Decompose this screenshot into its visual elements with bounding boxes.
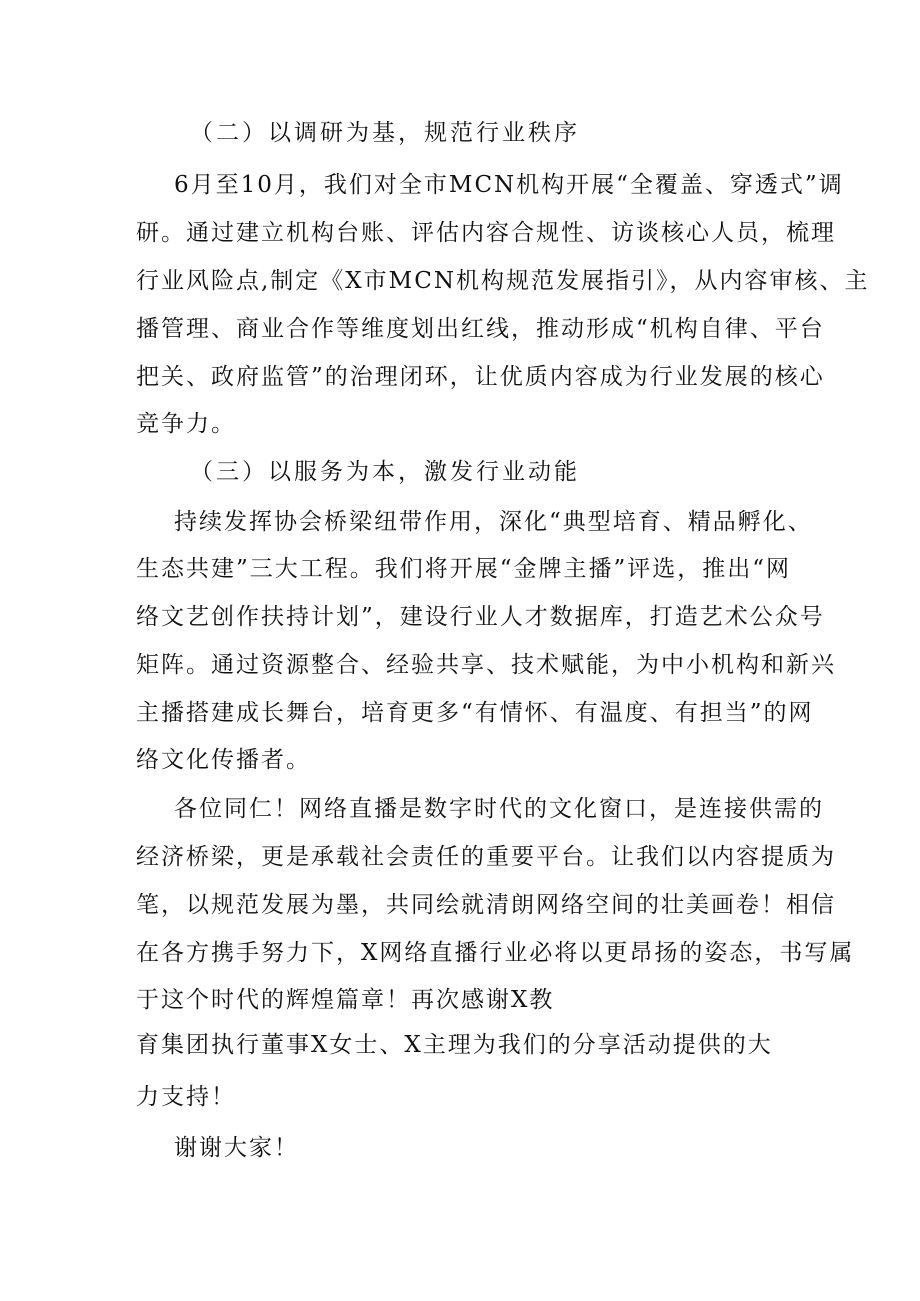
section-2-heading: （二）以调研为基，规范行业秩序 [190, 120, 580, 146]
paragraph-line: 主播搭建成长舞台，培育更多“有情怀、有温度、有担当”的网 [136, 700, 814, 726]
paragraph-line: 育集团执行董事X女士、X主理为我们的分享活动提供的大 [136, 1032, 773, 1058]
paragraph-line: 在各方携手努力下，X网络直播行业必将以更昂扬的姿态，书写属 [136, 940, 855, 966]
paragraph-line: 矩阵。通过资源整合、经验共享、技术赋能，为中小机构和新兴 [136, 652, 836, 678]
paragraph-line: 研。通过建立机构台账、评估内容合规性、访谈核心人员，梳理 [136, 220, 836, 246]
paragraph-line: 竞争力。 [136, 411, 236, 437]
section-3-heading: （三）以服务为本，激发行业动能 [190, 459, 580, 485]
paragraph-line: 络文艺创作扶持计划”，建设行业人才数据库，打造艺术公众号 [136, 604, 825, 630]
paragraph-line: 把关、政府监管”的治理闭环，让优质内容成为行业发展的核心 [136, 364, 825, 390]
paragraph-line: 播管理、商业合作等维度划出红线，推动形成“机构自律、平台 [136, 316, 825, 342]
paragraph-line: 笔，以规范发展为墨，共同绘就清朗网络空间的壮美画卷！相信 [136, 892, 836, 918]
paragraph-line: 力支持！ [136, 1084, 236, 1110]
paragraph-line: 络文化传播者。 [136, 747, 311, 773]
paragraph-line: 持续发挥协会桥梁纽带作用，深化“典型培育、精品孵化、 [174, 509, 813, 535]
paragraph-line: 生态共建”三大工程。我们将开展“金牌主播”评选，推出“网 [136, 556, 792, 582]
paragraph-line: 行业风险点,制定《X市MCN机构规范发展指引》，从内容审核、主 [136, 268, 870, 294]
paragraph-line: 于这个时代的辉煌篇章！再次感谢X教 [136, 987, 555, 1013]
closing-thanks: 谢谢大家！ [174, 1135, 299, 1161]
paragraph-line: 6月至10月，我们对全市MCN机构开展“全覆盖、穿透式”调 [174, 172, 844, 198]
paragraph-line: 各位同仁！网络直播是数字时代的文化窗口，是连接供需的 [174, 796, 824, 822]
paragraph-line: 经济桥梁，更是承载社会责任的重要平台。让我们以内容提质为 [136, 844, 836, 870]
